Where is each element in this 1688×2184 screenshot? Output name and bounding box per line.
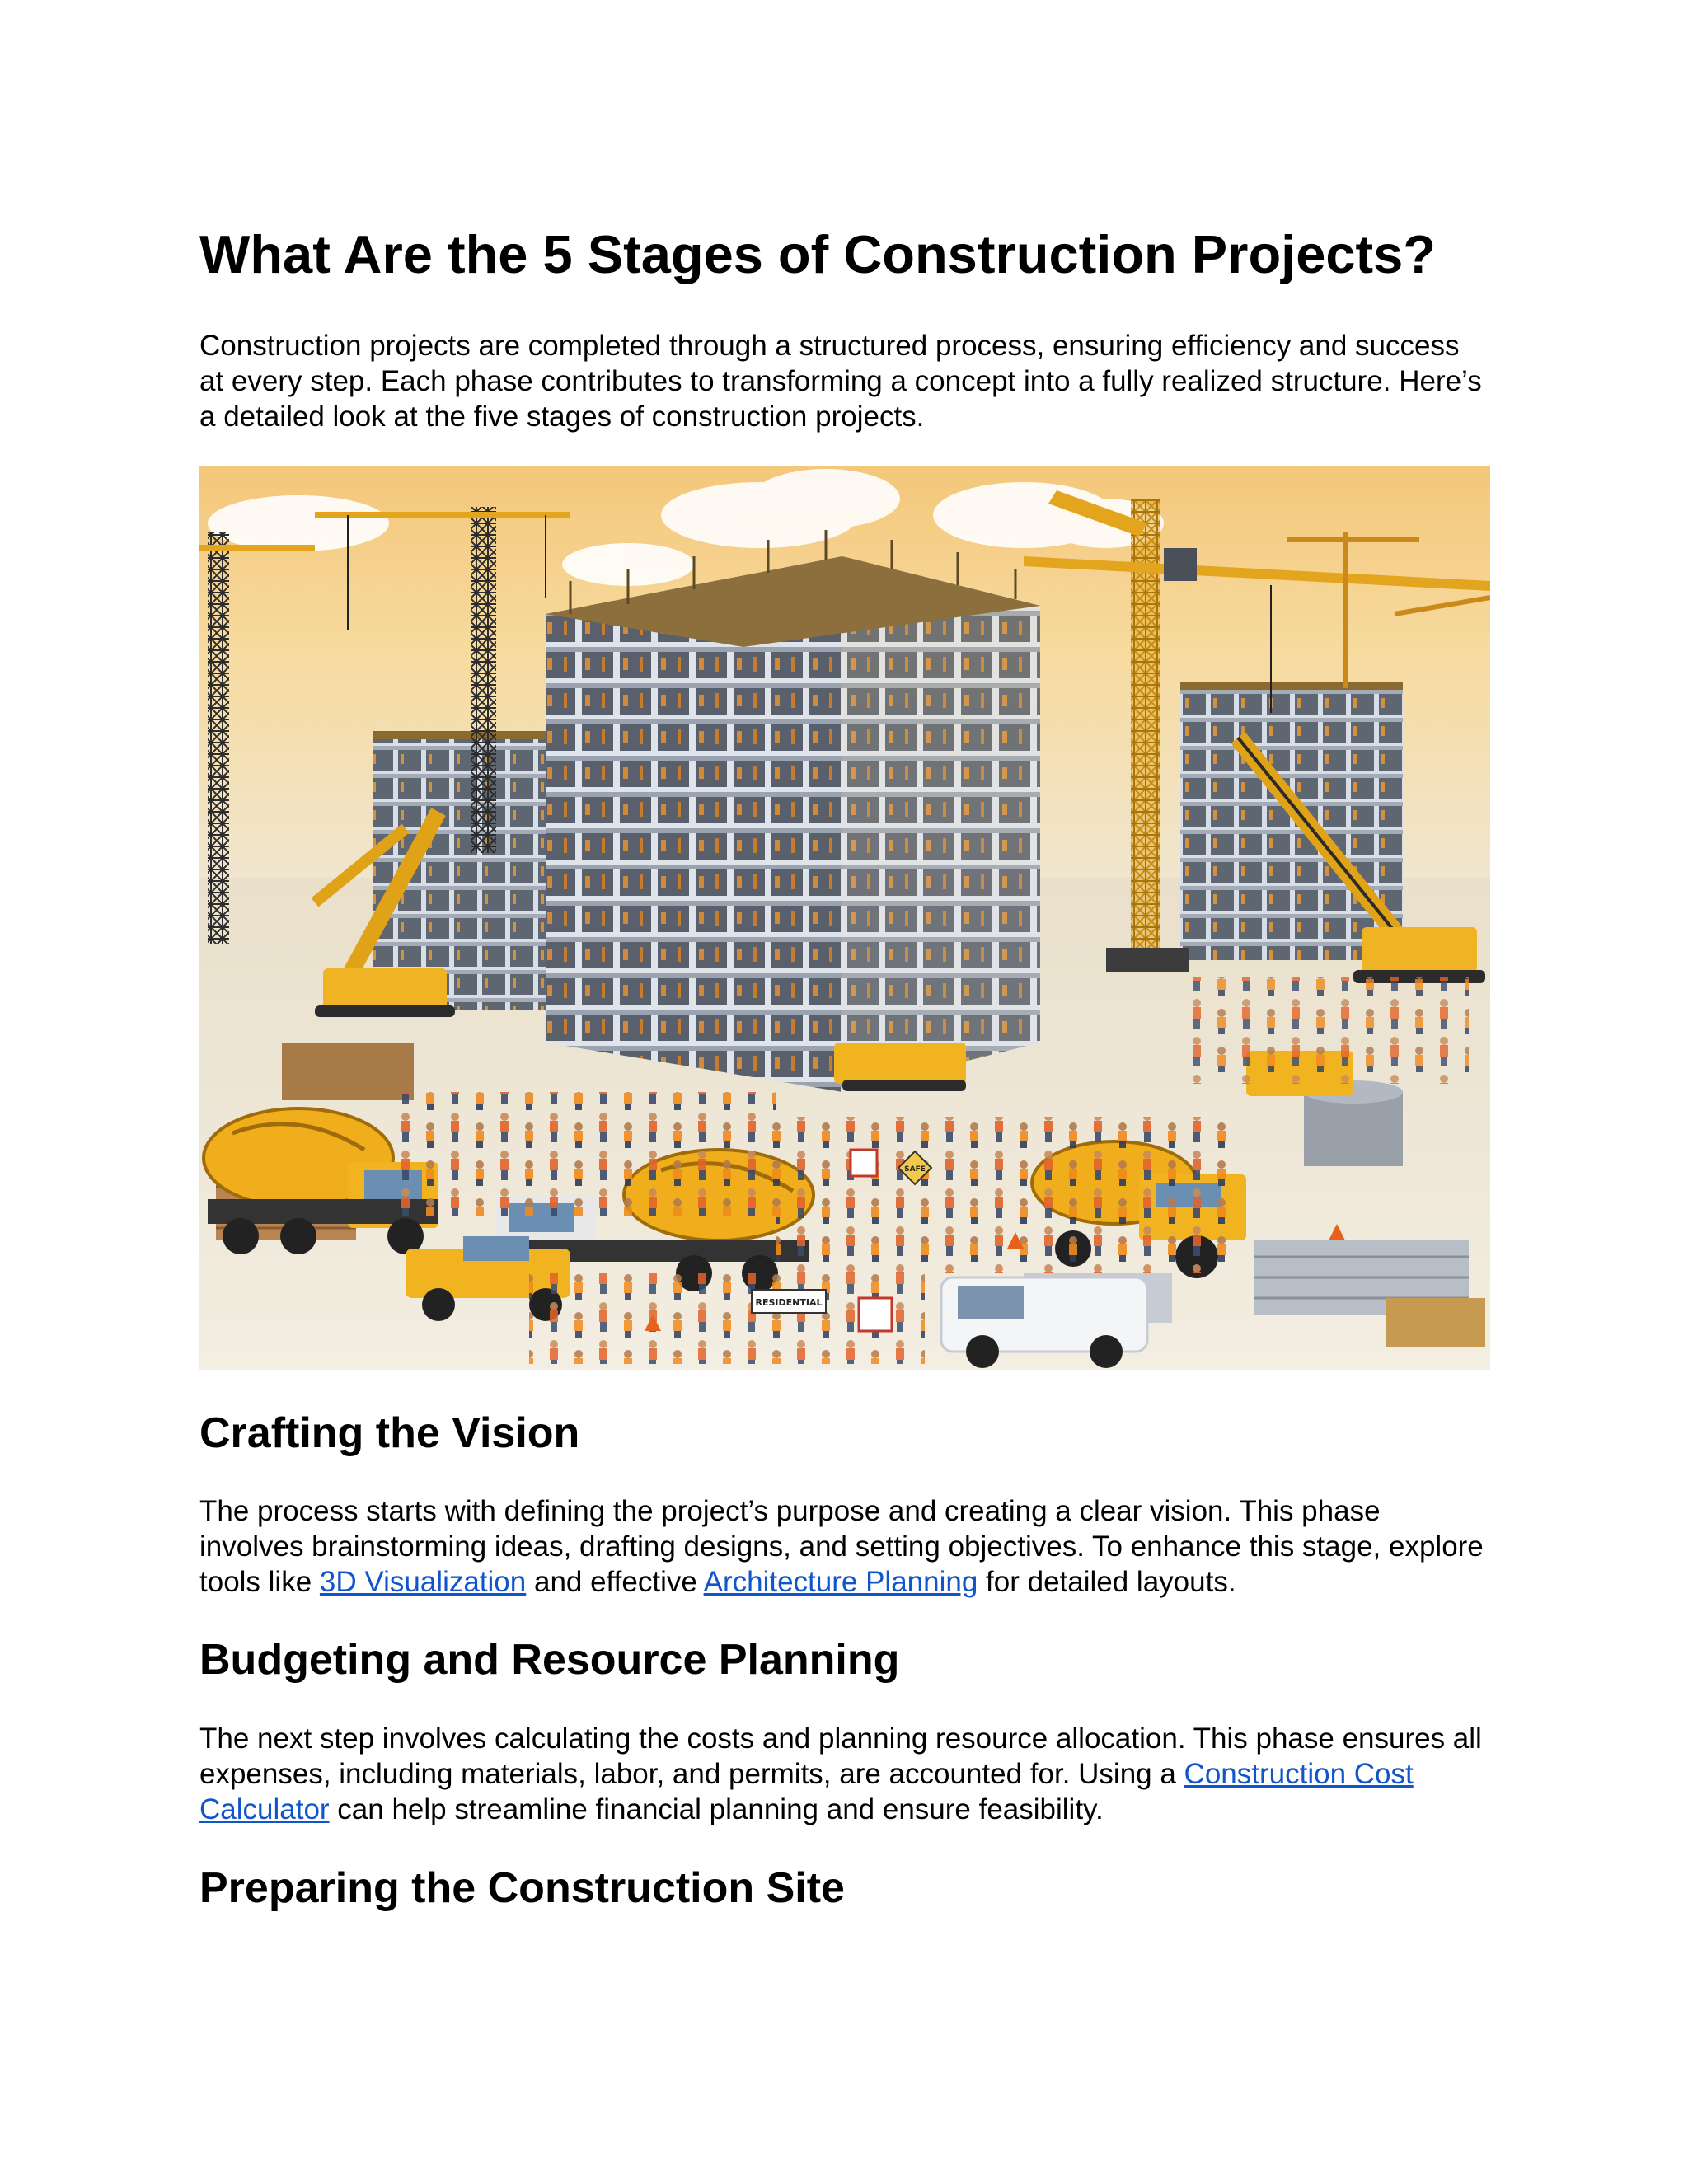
paragraph-text: and effective [526,1566,704,1598]
paragraph-text: for detailed layouts. [978,1566,1236,1598]
page-title: What Are the 5 Stages of Construction Projects? [199,224,1437,284]
intro-paragraph: Construction projects are completed through a structured process, ensuring efficiency and success at every step. Each phase contributes to transforming a concept into a fully realized structure. Here’s a detailed look at the five stages of construction projects. [199,330,1482,433]
section-paragraph-budgeting [199,1721,1490,1827]
svg-text:SAFE: SAFE [904,1165,926,1174]
section-heading-budgeting: Budgeting and Resource Planning [199,1636,900,1684]
paragraph-text: can help streamline financial planning and ensure feasibility. [329,1793,1104,1825]
section-paragraph-vision [199,1493,1490,1600]
link-architecture-planning[interactable]: Architecture Planning [703,1566,978,1598]
paragraph-text: The next step involves calculating the costs and planning resource allocation. This phase ensures all expenses, including materials, labor, and permits, are accounted for. Using a [199,1722,1482,1790]
section-heading-vision: Crafting the Vision [199,1409,580,1457]
svg-text:RESIDENTIAL: RESIDENTIAL [755,1297,823,1308]
construction-illustration-svg [199,466,1490,1370]
construction-site-illustration [199,466,1490,1370]
link-3d-visualization[interactable]: 3D Visualization [319,1566,527,1598]
paragraph-text: The process starts with defining the project’s purpose and creating a clear vision. This phase involves brainstorming ideas, drafting designs, and setting objectives. To enhance this stage, explore tools like [199,1495,1484,1598]
link-construction-cost-calculator[interactable]: Construction Cost Calculator [199,1758,1414,1825]
residential-sign [752,1290,826,1313]
section-heading-site-preparation: Preparing the Construction Site [199,1864,845,1912]
